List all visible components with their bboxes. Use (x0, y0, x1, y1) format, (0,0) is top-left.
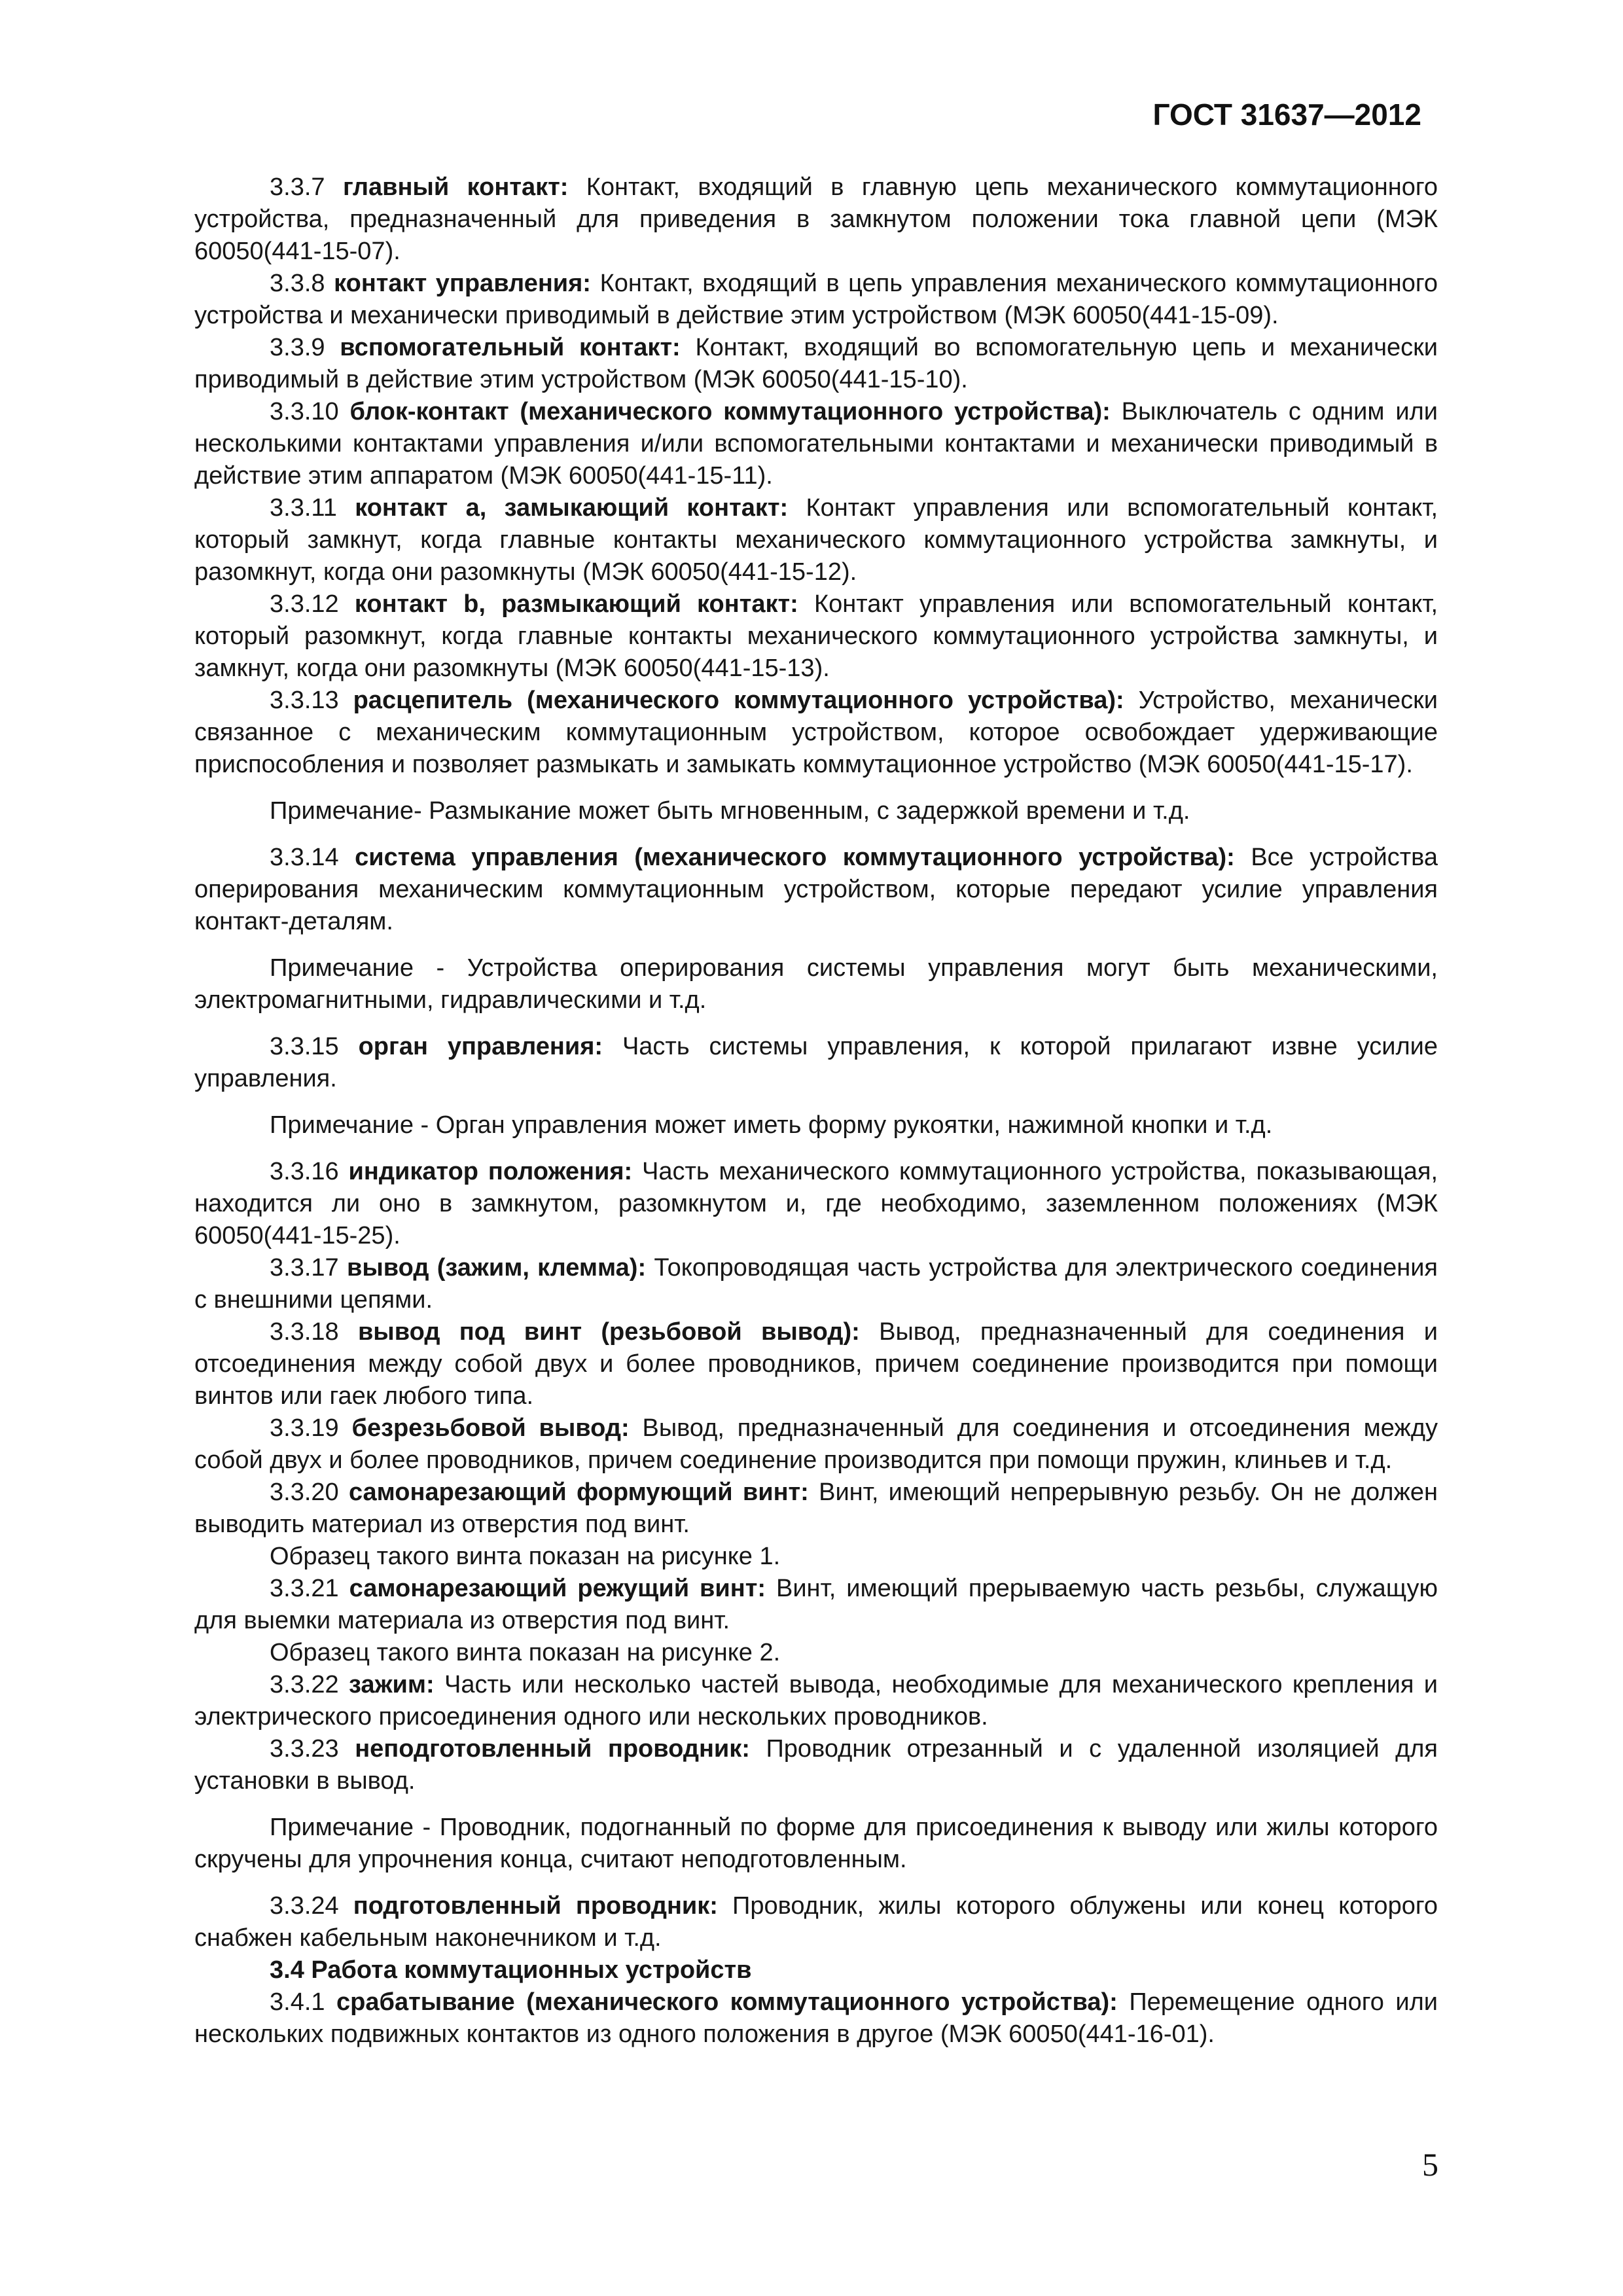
definition-paragraph (194, 1890, 1438, 1954)
term: зажим: (349, 1671, 435, 1698)
note-paragraph: Примечание - Орган управления может иметь форму рукоятки, нажимной кнопки и т.д. (270, 1111, 1273, 1139)
clause-number: 3.3.17 (270, 1254, 339, 1282)
clause-number: 3.3.16 (270, 1158, 339, 1185)
definition-paragraph (194, 685, 1438, 781)
clause-number: 3.3.23 (270, 1735, 339, 1763)
note-paragraph: Примечание- Размыкание может быть мгновенным, с задержкой времени и т.д. (270, 797, 1190, 825)
clause-number: 3.3.21 (270, 1575, 339, 1602)
term: контакт управления: (334, 270, 591, 297)
definition-paragraph (194, 1156, 1438, 1252)
clause-number: 3.3.13 (270, 687, 339, 714)
term: безрезьбовой вывод: (351, 1414, 630, 1442)
term: орган управления: (358, 1033, 603, 1060)
definition-text: Винт, имеющий прерываемую часть резьбы, служащую для выемки материала из отверстия под винт. (194, 1575, 1438, 1634)
page-number: 5 (1422, 2146, 1438, 2183)
clause-number: 3.3.20 (270, 1479, 339, 1506)
definition-paragraph (194, 396, 1438, 492)
note-paragraph: Примечание - Устройства оперирования системы управления могут быть механическими, электромагнитными, гидравлическими и т.д. (194, 954, 1438, 1014)
definition-text: Контакт управления или вспомогательный контакт, который разомкнут, когда главные контакты механического коммутационного устройства замкнуты, и замкнут, когда они разомкнуты (МЭК 60050(441-15-13). (194, 590, 1438, 682)
clause-number: 3.3.11 (270, 494, 337, 522)
document-code: ГОСТ 31637—2012 (1152, 98, 1421, 132)
definition-text: Вывод, предназначенный для соединения и отсоединения между собой двух и более проводников, причем соединение производится при помощи винтов или гаек любого типа. (194, 1318, 1438, 1410)
definition-text: Перемещение одного или нескольких подвижных контактов из одного положения в другое (МЭК 60050(441-16-01). (194, 1988, 1438, 2048)
definition-text: Все устройства оперирования механическим коммутационным устройством, которые передают усилие управления контакт-деталям. (194, 844, 1438, 935)
definition-paragraph (194, 1252, 1438, 1316)
term: вспомогательный контакт: (340, 334, 681, 361)
clause-number: 3.3.8 (270, 270, 325, 297)
definition-text: Часть механического коммутационного устройства, показывающая, находится ли оно в замкнутом, разомкнутом и, где необходимо, заземленном положениях (МЭК 60050(441-15-25). (194, 1158, 1438, 1249)
plain-paragraph: Образец такого винта показан на рисунке 2. (270, 1639, 781, 1666)
definition-paragraph (194, 1477, 1438, 1541)
definition-paragraph (194, 332, 1438, 396)
term: блок-контакт (механического коммутационного устройства): (349, 398, 1111, 425)
definition-paragraph (194, 842, 1438, 938)
definition-text: Выключатель с одним или несколькими контактами управления и/или вспомогательными контактами и механически приводимый в действие этим аппаратом (МЭК 60050(441-15-11). (194, 398, 1438, 490)
definition-text: Контакт управления или вспомогательный контакт, который замкнут, когда главные контакты механического коммутационного устройства замкнуты, и разомкнут, когда они разомкнуты (МЭК 60050(441-15-12). (194, 494, 1438, 586)
term: самонарезающий формующий винт: (348, 1479, 809, 1506)
term: вывод под винт (резьбовой вывод): (357, 1318, 860, 1346)
section-heading: 3.4 Работа коммутационных устройств (270, 1956, 752, 1984)
definition-text: Устройство, механически связанное с механическим коммутационным устройством, которое освобождает удерживающие приспособления и позволяет размыкать и замыкать коммутационное устройство (МЭК 60050(441-15-17). (194, 687, 1438, 778)
clause-number: 3.3.24 (270, 1892, 339, 1920)
definition-text: Токопроводящая часть устройства для электрического соединения с внешними цепями. (194, 1254, 1438, 1314)
clause-number: 3.3.9 (270, 334, 325, 361)
definition-paragraph (194, 1573, 1438, 1637)
definition-paragraph (194, 1412, 1438, 1477)
definition-text: Контакт, входящий во вспомогательную цепь и механически приводимый в действие этим устройством (МЭК 60050(441-15-10). (194, 334, 1438, 393)
document-body (194, 171, 1438, 2051)
clause-number: 3.3.14 (270, 844, 339, 871)
definition-paragraph (194, 1733, 1438, 1797)
definition-text: Проводник отрезанный и с удаленной изоляцией для установки в вывод. (194, 1735, 1438, 1795)
term: подготовленный проводник: (353, 1892, 718, 1920)
definition-paragraph (194, 1986, 1438, 2051)
clause-number: 3.3.7 (270, 173, 325, 201)
note-paragraph: Примечание - Проводник, подогнанный по форме для присоединения к выводу или жилы которого скручены для упрочнения конца, считают неподготовленным. (194, 1814, 1438, 1873)
term: главный контакт: (342, 173, 569, 201)
definition-paragraph (194, 171, 1438, 268)
term: срабатывание (механического коммутационного устройства): (336, 1988, 1118, 2016)
term: контакт b, размыкающий контакт: (354, 590, 798, 618)
clause-number: 3.3.22 (270, 1671, 339, 1698)
definition-text: Проводник, жилы которого облужены или конец которого снабжен кабельным наконечником и т.д. (194, 1892, 1438, 1952)
clause-number: 3.3.18 (270, 1318, 339, 1346)
term: неподготовленный проводник: (355, 1735, 750, 1763)
definition-text: Винт, имеющий непрерывную резьбу. Он не должен выводить материал из отверстия под винт. (194, 1479, 1438, 1538)
definition-text: Контакт, входящий в цепь управления механического коммутационного устройства и механически приводимый в действие этим устройством (МЭК 60050(441-15-09). (194, 270, 1438, 329)
clause-number: 3.3.12 (270, 590, 339, 618)
definition-text: Вывод, предназначенный для соединения и отсоединения между собой двух и более проводников, причем соединение производится при помощи пружин, клиньев и т.д. (194, 1414, 1438, 1474)
definition-text: Часть или несколько частей вывода, необходимые для механического крепления и электрического присоединения одного или нескольких проводников. (194, 1671, 1438, 1731)
definition-text: Контакт, входящий в главную цепь механического коммутационного устройства, предназначенный для приведения в замкнутом положении тока главной цепи (МЭК 60050(441-15-07). (194, 173, 1438, 265)
plain-paragraph: Образец такого винта показан на рисунке 1. (270, 1543, 781, 1570)
term: система управления (механического коммутационного устройства): (355, 844, 1235, 871)
definition-paragraph (194, 492, 1438, 588)
term: вывод (зажим, клемма): (346, 1254, 647, 1282)
clause-number: 3.3.10 (270, 398, 339, 425)
term: контакт a, замыкающий контакт: (355, 494, 789, 522)
clause-number: 3.4.1 (270, 1988, 325, 2016)
definition-text: Часть системы управления, к которой прилагают извне усилие управления. (194, 1033, 1438, 1092)
clause-number: 3.3.15 (270, 1033, 339, 1060)
definition-paragraph (194, 268, 1438, 332)
definition-paragraph (194, 588, 1438, 685)
term: расцепитель (механического коммутационного устройства): (353, 687, 1124, 714)
clause-number: 3.3.19 (270, 1414, 339, 1442)
term: индикатор положения: (348, 1158, 633, 1185)
definition-paragraph (194, 1031, 1438, 1095)
definition-paragraph (194, 1669, 1438, 1733)
term: самонарезающий режущий винт: (349, 1575, 766, 1602)
definition-paragraph (194, 1316, 1438, 1412)
